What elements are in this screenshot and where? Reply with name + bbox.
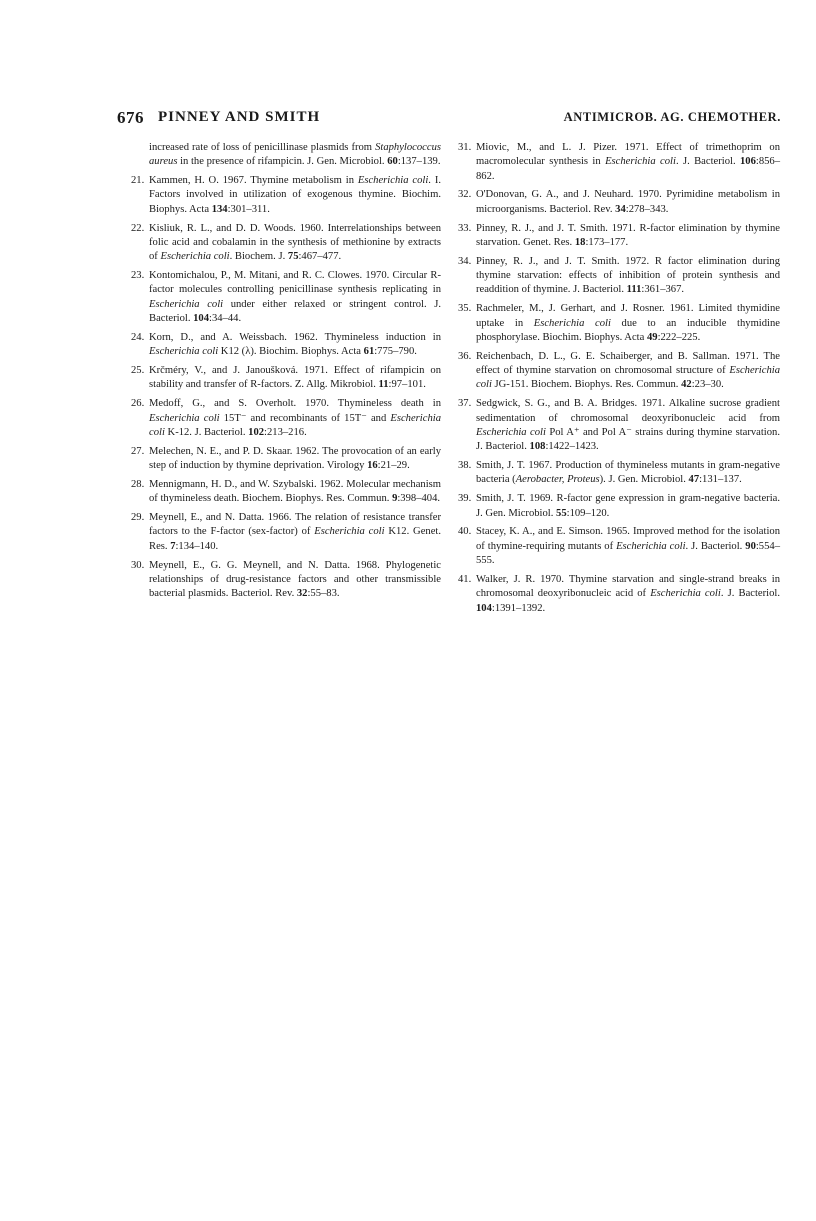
- italic-text: Escherichia coli: [149, 412, 441, 438]
- reference-text: K-12. J. Bacteriol.: [164, 426, 249, 438]
- reference-entry: [131, 222, 441, 265]
- reference-number: 25.: [131, 365, 145, 377]
- reference-text: Medoff, G., and S. Overholt. 1970. Thymineless death in: [149, 398, 441, 410]
- reference-number: 38.: [458, 460, 472, 472]
- reference-text: . I. Factors involved in utilization of exogenous thymine. Biochim. Biophys. Acta: [149, 175, 441, 215]
- reference-entry: [458, 141, 780, 184]
- reference-entry: [458, 255, 780, 298]
- references-right-column: [458, 141, 780, 620]
- reference-text: :34–44.: [209, 313, 242, 325]
- reference-text: Sedgwick, S. G., and B. A. Bridges. 1971. Alkaline sucrose gradient sedimentation of chromosomal deoxyribonucleic acid from: [476, 398, 780, 424]
- reference-number: 30.: [131, 559, 145, 571]
- reference-entry: [131, 174, 441, 217]
- volume-number: 7: [170, 540, 176, 552]
- reference-text: :301–311.: [227, 203, 270, 215]
- reference-text: Pinney, R. J., and J. T. Smith. 1972. R factor elimination during thymine starvation: effects of inhibition of protein synthesis and readdition of thymine. J. Bacteriol.: [476, 255, 780, 296]
- volume-number: 49: [646, 331, 658, 343]
- reference-text: Meynell, E., and N. Datta. 1966. The relation of resistance transfer factors to the F-factor (sex-factor) of: [149, 512, 441, 538]
- reference-text: in the presence of rifampicin. J. Gen. Microbiol.: [177, 156, 388, 168]
- reference-text: 15T⁻ and recombinants of 15T⁻ and: [219, 412, 391, 424]
- reference-text: :21–29.: [377, 460, 410, 472]
- reference-text: :554–555.: [476, 540, 780, 567]
- reference-number: 22.: [131, 222, 145, 234]
- italic-text: Escherichia coli: [357, 175, 429, 187]
- reference-text: :109–120.: [566, 507, 610, 519]
- reference-text: Mennigmann, H. D., and W. Szybalski. 1962. Molecular mechanism of thymineless death. Biochem. Biophys. Res. Commun.: [149, 478, 441, 505]
- volume-number: 16: [367, 460, 378, 472]
- reference-text: increased rate of loss of penicillinase plasmids from: [149, 142, 376, 153]
- reference-text: Pinney, R. J., and J. T. Smith. 1971. R-factor elimination by thymine starvation. Genet. Res.: [476, 222, 780, 248]
- italic-text: Escherichia coli: [476, 365, 780, 391]
- italic-text: Aerobacter, Proteus: [515, 474, 600, 486]
- reference-text: :173–177.: [585, 236, 629, 248]
- reference-text: JG-151. Biochem. Biophys. Res. Commun.: [491, 379, 682, 391]
- reference-text: under either relaxed or stringent control. J. Bacteriol.: [149, 298, 441, 325]
- reference-text: . J. Bacteriol.: [675, 156, 740, 168]
- italic-text: Escherichia coli: [149, 346, 219, 358]
- volume-number: 18: [574, 236, 586, 248]
- volume-number: 42: [681, 379, 692, 391]
- italic-text: Escherichia coli: [476, 426, 546, 438]
- reference-text: Meynell, E., G. G. Meynell, and N. Datta. 1968. Phylogenetic relationships of drug-resistance factors and other transmissible bacterial plasmids. Bacteriol. Rev.: [149, 559, 441, 600]
- reference-text: Rachmeler, M., J. Gerhart, and J. Rosner. 1961. Limited thymidine uptake in: [476, 303, 780, 329]
- reference-text: Melechen, N. E., and P. D. Skaar. 1962. The provocation of an early step of induction by thymine deprivation. Virology: [149, 445, 441, 472]
- volume-number: 102: [248, 426, 265, 438]
- reference-text: :23–30.: [691, 379, 724, 391]
- reference-entry: [458, 222, 780, 251]
- volume-number: 47: [688, 474, 700, 486]
- references-left-column: [131, 141, 441, 606]
- reference-number: 23.: [131, 270, 145, 282]
- reference-entry: [131, 269, 441, 326]
- volume-number: 55: [556, 507, 567, 519]
- volume-number: 75: [287, 251, 299, 263]
- italic-text: Escherichia coli: [605, 156, 676, 168]
- reference-entry: [131, 331, 441, 360]
- volume-number: 61: [363, 346, 375, 358]
- reference-text: Smith, J. T. 1969. R-factor gene expression in gram-negative bacteria. J. Gen. Microbiol.: [476, 493, 780, 519]
- reference-text: O'Donovan, G. A., and J. Neuhard. 1970. Pyrimidine metabolism in microorganisms. Bacteriol. Rev.: [476, 189, 780, 215]
- reference-text: ). J. Gen. Microbiol.: [599, 474, 689, 486]
- volume-number: 104: [476, 602, 492, 614]
- italic-text: Escherichia coli: [149, 298, 224, 310]
- reference-entry: [458, 459, 780, 488]
- reference-number: 39.: [458, 493, 472, 505]
- page-header: [117, 108, 781, 130]
- reference-text: :222–225.: [657, 331, 701, 343]
- reference-entry: [458, 573, 780, 616]
- reference-text: Pol A⁺ and Pol A⁻ strains during thymine starvation. J. Bacteriol.: [476, 426, 780, 453]
- reference-text: :55–83.: [307, 588, 340, 600]
- reference-number: 31.: [458, 142, 472, 153]
- reference-text: . J. Bacteriol.: [685, 540, 746, 552]
- reference-text: :1422–1423.: [545, 441, 599, 453]
- reference-text: :134–140.: [175, 540, 219, 552]
- reference-text: Kammen, H. O. 1967. Thymine metabolism in: [149, 175, 358, 187]
- italic-text: Escherichia coli: [650, 588, 721, 600]
- volume-number: 9: [392, 493, 398, 505]
- reference-text: :467–477.: [298, 251, 342, 263]
- italic-text: Staphylococcus aureus: [149, 142, 441, 168]
- reference-number: 21.: [131, 175, 145, 187]
- reference-entry: [131, 559, 441, 602]
- reference-text: Smith, J. T. 1967. Production of thymineless mutants in gram-negative bacteria (: [476, 460, 780, 486]
- journal-name: ANTIMICROB. AG. CHEMOTHER.: [563, 110, 781, 124]
- page-number: 676: [117, 108, 144, 127]
- reference-continuation: [131, 141, 441, 170]
- reference-text: :278–343.: [625, 203, 669, 215]
- volume-number: 60: [387, 156, 398, 168]
- reference-number: 32.: [458, 189, 472, 201]
- reference-text: Krčméry, V., and J. Janoušková. 1971. Effect of rifampicin on stability and transfer of R-factors. Z. Allg. Mikrobiol.: [149, 365, 441, 391]
- reference-entry: [131, 511, 441, 554]
- reference-number: 35.: [458, 303, 472, 315]
- reference-number: 28.: [131, 478, 145, 490]
- volume-number: 111: [626, 284, 642, 296]
- reference-text: :361–367.: [641, 284, 685, 296]
- volume-number: 106: [739, 156, 756, 168]
- reference-entry: [131, 364, 441, 393]
- reference-text: Reichenbach, D. L., G. E. Schaiberger, and B. Sallman. 1971. The effect of thymine starvation on chromosomal structure of: [476, 350, 780, 377]
- reference-number: 41.: [458, 573, 472, 585]
- reference-entry: [458, 350, 780, 393]
- reference-entry: [131, 478, 441, 507]
- reference-text: . Biochem. J.: [229, 251, 288, 263]
- italic-text: Escherichia coli: [616, 540, 686, 552]
- reference-text: :97–101.: [388, 379, 426, 391]
- reference-text: Korn, D., and A. Weissbach. 1962. Thymineless induction in: [149, 331, 441, 343]
- reference-number: 36.: [458, 350, 472, 362]
- volume-number: 11: [378, 379, 389, 391]
- volume-number: 134: [211, 203, 228, 215]
- volume-number: 104: [193, 313, 210, 325]
- reference-number: 24.: [131, 331, 145, 343]
- reference-text: :137–139.: [397, 156, 441, 168]
- italic-text: Escherichia coli: [533, 317, 611, 329]
- reference-text: . J. Bacteriol.: [720, 588, 780, 600]
- reference-text: :213–216.: [264, 426, 307, 438]
- running-title: PINNEY AND SMITH: [158, 109, 321, 125]
- reference-text: :131–137.: [699, 474, 742, 486]
- reference-entry: [131, 445, 441, 474]
- reference-entry: [131, 397, 441, 440]
- reference-entry: [458, 302, 780, 345]
- reference-text: K12. Genet. Res.: [149, 526, 441, 552]
- volume-number: 32: [296, 588, 308, 600]
- volume-number: 90: [745, 540, 756, 552]
- reference-text: :775–790.: [374, 346, 417, 358]
- reference-number: 40.: [458, 526, 472, 538]
- reference-text: Kontomichalou, P., M. Mitani, and R. C. Clowes. 1970. Circular R-factor molecules controlling penicillinase synthesis replicating in: [149, 270, 441, 296]
- reference-text: K12 (λ). Biochim. Biophys. Acta: [218, 346, 364, 358]
- reference-text: :856–862.: [476, 156, 781, 182]
- reference-text: due to an inducible thymidine phosphorylase. Biochim. Biophys. Acta: [476, 317, 780, 343]
- reference-number: 26.: [131, 398, 145, 410]
- volume-number: 34: [615, 203, 626, 215]
- italic-text: Escherichia coli: [160, 251, 230, 263]
- reference-entry: [458, 525, 780, 568]
- reference-entry: [458, 397, 780, 454]
- reference-text: :398–404.: [397, 493, 441, 505]
- reference-text: Miovic, M., and L. J. Pizer. 1971. Effect of trimethoprim on macromolecular synthesis in: [476, 142, 780, 168]
- reference-text: Kisliuk, R. L., and D. D. Woods. 1960. Interrelationships between folic acid and cobalamin in the synthesis of methionine by extracts of: [149, 222, 441, 263]
- reference-number: 27.: [131, 445, 145, 457]
- italic-text: Escherichia coli: [314, 526, 385, 538]
- volume-number: 108: [529, 441, 546, 453]
- reference-text: Stacey, K. A., and E. Simson. 1965. Improved method for the isolation of thymine-requiring mutants of: [476, 526, 780, 552]
- reference-number: 29.: [131, 512, 145, 524]
- reference-entry: [458, 188, 780, 217]
- reference-text: :1391–1392.: [491, 602, 546, 614]
- reference-entry: [458, 492, 780, 521]
- reference-number: 33.: [458, 222, 472, 234]
- italic-text: Escherichia coli: [149, 412, 220, 424]
- reference-number: 34.: [458, 255, 472, 267]
- reference-text: Walker, J. R. 1970. Thymine starvation and single-strand breaks in chromosomal deoxyribonucleic acid of: [476, 573, 780, 600]
- reference-number: 37.: [458, 398, 472, 410]
